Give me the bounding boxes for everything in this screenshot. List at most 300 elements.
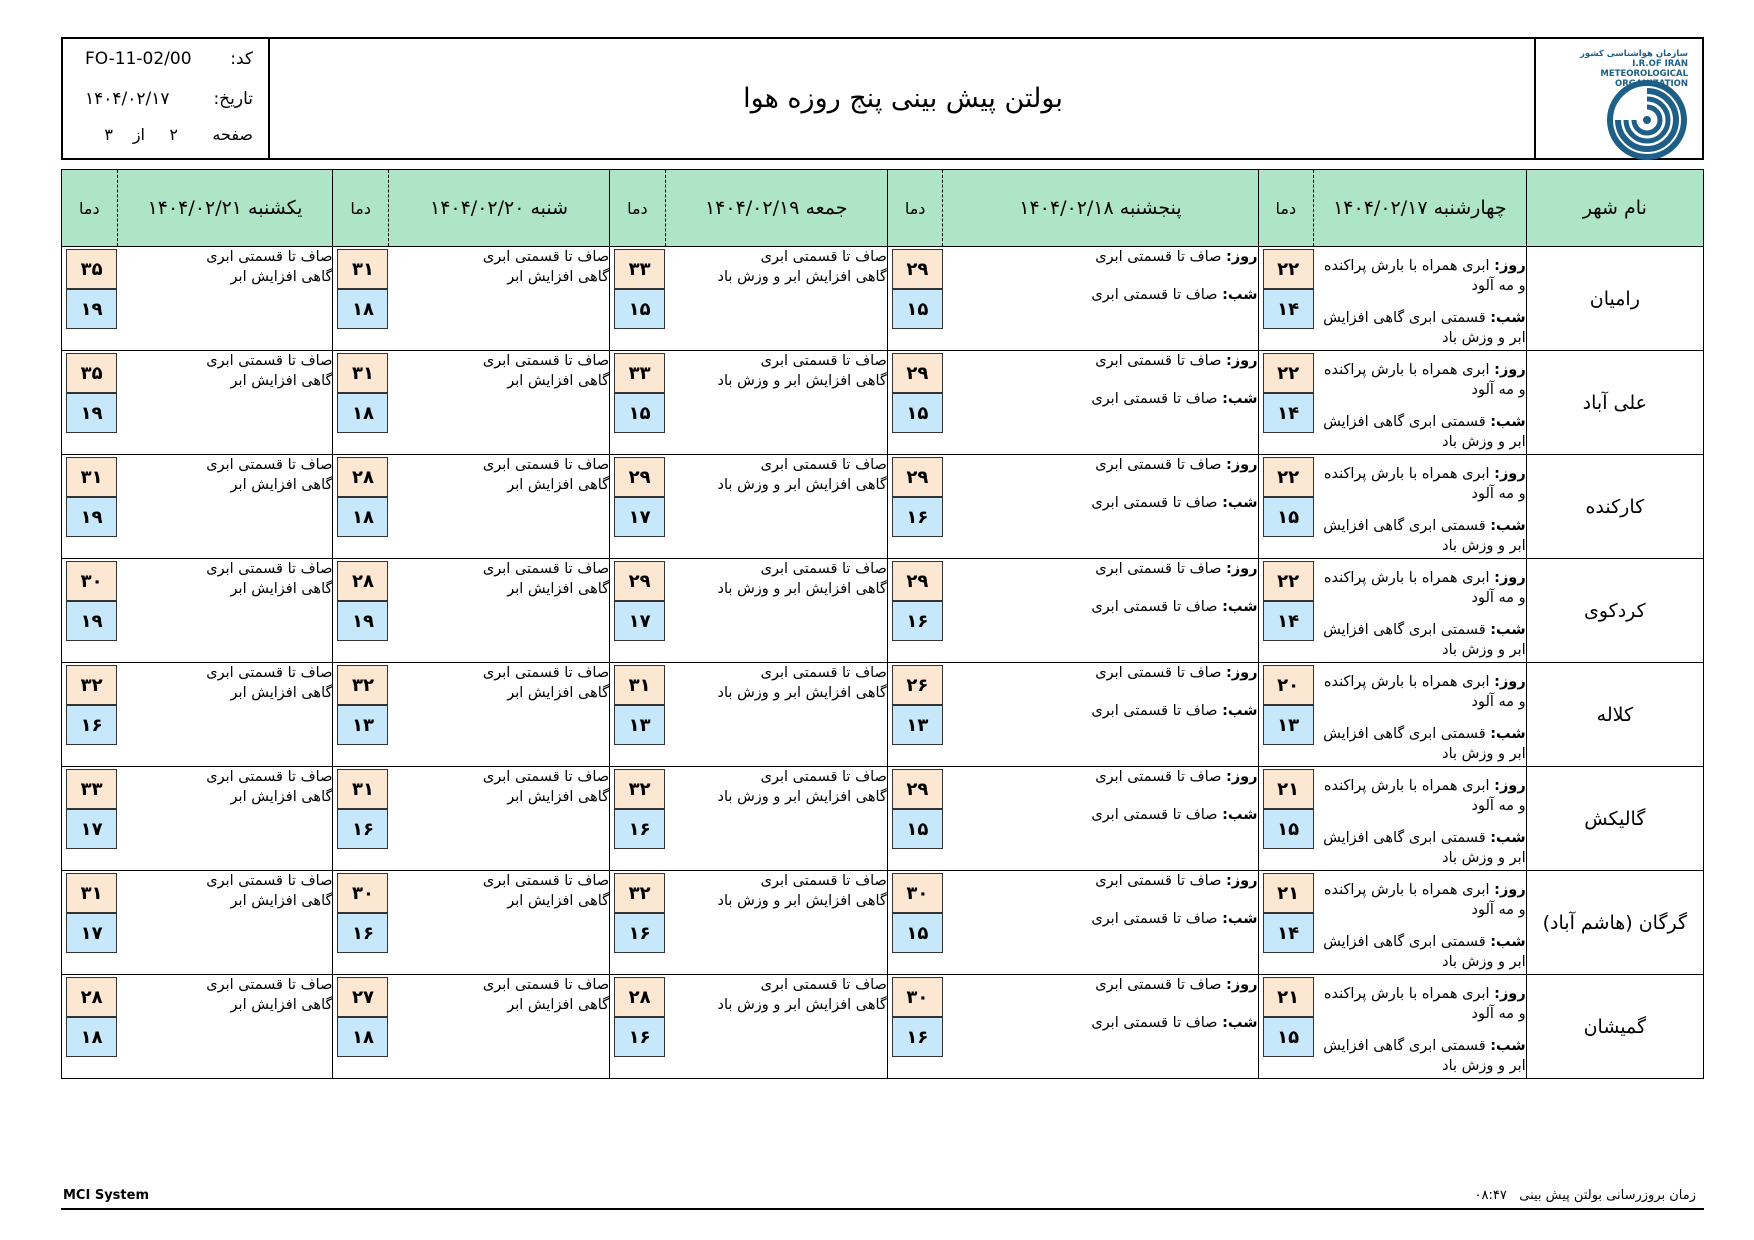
city-name: کارکنده: [1526, 455, 1703, 559]
night-label: شب:: [1222, 287, 1258, 303]
footer-divider: [61, 1208, 1704, 1210]
date-value: ۱۴۰۴/۰۲/۱۷: [85, 89, 170, 109]
max-temp: ۲۹: [892, 769, 943, 809]
page-title: بولتن پیش بینی پنج روزه هوا: [743, 83, 1063, 114]
max-temp: ۲۹: [892, 457, 943, 497]
page-total: ۳: [104, 125, 113, 144]
day-label: روز:: [1494, 570, 1526, 586]
forecast-cell: [388, 455, 609, 559]
night-label: شب:: [1490, 518, 1526, 534]
forecast-line: صاف تا قسمتی ابری: [760, 249, 887, 265]
day-forecast: ابری همراه با بارش پراکنده و مه آلود: [1323, 466, 1526, 502]
forecast-cell: [1314, 247, 1527, 351]
max-temp: ۳۳: [66, 769, 117, 809]
footer-update: [1475, 1188, 1696, 1203]
forecast-cell: [388, 559, 609, 663]
night-forecast: قسمتی ابری گاهی افزایش ابر و وزش باد: [1323, 310, 1526, 346]
max-temp: ۲۲: [1263, 561, 1314, 601]
day-column-header: چهارشنبه ۱۴۰۴/۰۲/۱۷: [1314, 170, 1527, 247]
night-label: شب:: [1490, 622, 1526, 638]
table-row: [62, 247, 1704, 351]
min-temp: ۱۶: [892, 497, 943, 537]
forecast-cell: [943, 455, 1258, 559]
min-temp: ۱۴: [1263, 601, 1314, 641]
min-temp: ۱۹: [337, 601, 388, 641]
min-temp: ۱۶: [614, 913, 665, 953]
temp-cell: [333, 767, 389, 871]
max-temp: ۳۱: [337, 769, 388, 809]
forecast-cell: [1314, 351, 1527, 455]
max-temp: ۲۱: [1263, 977, 1314, 1017]
city-name: گرگان (هاشم آباد): [1526, 871, 1703, 975]
forecast-line: گاهی افزایش ابر: [230, 997, 333, 1013]
temp-cell: [1258, 247, 1314, 351]
table-row: [62, 351, 1704, 455]
night-label: شب:: [1222, 807, 1258, 823]
temp-cell: [333, 871, 389, 975]
forecast-cell: [1314, 975, 1527, 1079]
night-label: شب:: [1490, 726, 1526, 742]
min-temp: ۱۳: [1263, 705, 1314, 745]
document-meta: [63, 39, 270, 158]
min-temp: ۱۹: [66, 601, 117, 641]
temp-cell: [1258, 871, 1314, 975]
forecast-line: گاهی افزایش ابر و وزش باد: [717, 269, 887, 285]
footer-system: MCI System: [63, 1188, 149, 1203]
night-label: شب:: [1490, 830, 1526, 846]
max-temp: ۲۹: [892, 353, 943, 393]
min-temp: ۱۴: [1263, 289, 1314, 329]
temp-cell: [333, 975, 389, 1079]
temp-cell: [887, 455, 943, 559]
max-temp: ۳۱: [337, 353, 388, 393]
temp-cell: [1258, 455, 1314, 559]
day-forecast: صاف تا قسمتی ابری: [1095, 249, 1222, 265]
forecast-line: صاف تا قسمتی ابری: [760, 873, 887, 889]
min-temp: ۱۸: [337, 497, 388, 537]
max-temp: ۲۷: [337, 977, 388, 1017]
day-forecast: صاف تا قسمتی ابری: [1095, 873, 1222, 889]
temp-cell: [62, 559, 118, 663]
forecast-cell: [943, 871, 1258, 975]
max-temp: ۳۲: [614, 769, 665, 809]
day-label: روز:: [1494, 258, 1526, 274]
forecast-line: گاهی افزایش ابر: [230, 685, 333, 701]
day-label: روز:: [1494, 674, 1526, 690]
night-label: شب:: [1222, 495, 1258, 511]
temp-cell: [1258, 975, 1314, 1079]
forecast-cell: [117, 975, 333, 1079]
min-temp: ۱۸: [337, 1017, 388, 1057]
min-temp: ۱۵: [1263, 497, 1314, 537]
forecast-cell: [943, 975, 1258, 1079]
temp-cell: [887, 871, 943, 975]
forecast-line: صاف تا قسمتی ابری: [206, 457, 333, 473]
day-label: روز:: [1226, 249, 1258, 265]
forecast-line: صاف تا قسمتی ابری: [482, 977, 610, 993]
page-label: صفحه: [212, 125, 253, 144]
min-temp: ۱۷: [66, 913, 117, 953]
min-temp: ۱۶: [892, 601, 943, 641]
forecast-cell: [1314, 559, 1527, 663]
night-forecast: قسمتی ابری گاهی افزایش ابر و وزش باد: [1323, 518, 1526, 554]
night-label: شب:: [1490, 934, 1526, 950]
table-row: [62, 975, 1704, 1079]
day-label: روز:: [1494, 778, 1526, 794]
max-temp: ۲۹: [892, 249, 943, 289]
min-temp: ۱۷: [614, 601, 665, 641]
night-forecast: قسمتی ابری گاهی افزایش ابر و وزش باد: [1323, 726, 1526, 762]
day-label: روز:: [1494, 466, 1526, 482]
city-name: کردکوی: [1526, 559, 1703, 663]
temp-cell: [610, 455, 666, 559]
min-temp: ۱۳: [337, 705, 388, 745]
forecast-cell: [117, 351, 333, 455]
forecast-line: گاهی افزایش ابر: [507, 373, 610, 389]
temp-cell: [62, 455, 118, 559]
forecast-line: گاهی افزایش ابر: [230, 269, 333, 285]
night-label: شب:: [1222, 911, 1258, 927]
forecast-cell: [388, 767, 609, 871]
min-temp: ۱۵: [892, 393, 943, 433]
max-temp: ۲۶: [892, 665, 943, 705]
day-label: روز:: [1494, 882, 1526, 898]
max-temp: ۳۱: [614, 665, 665, 705]
min-temp: ۱۵: [614, 289, 665, 329]
min-temp: ۱۶: [337, 913, 388, 953]
day-forecast: ابری همراه با بارش پراکنده و مه آلود: [1323, 986, 1526, 1022]
forecast-cell: [388, 247, 609, 351]
night-label: شب:: [1490, 310, 1526, 326]
bulletin-header: [61, 37, 1704, 160]
forecast-line: صاف تا قسمتی ابری: [206, 665, 333, 681]
forecast-cell: [388, 351, 609, 455]
forecast-line: گاهی افزایش ابر: [230, 789, 333, 805]
temp-cell: [62, 663, 118, 767]
day-forecast: صاف تا قسمتی ابری: [1095, 977, 1222, 993]
temp-cell: [333, 351, 389, 455]
night-forecast: صاف تا قسمتی ابری: [1091, 911, 1218, 927]
temp-column-header: دما: [887, 170, 943, 247]
max-temp: ۲۰: [1263, 665, 1314, 705]
max-temp: ۲۲: [1263, 249, 1314, 289]
day-forecast: صاف تا قسمتی ابری: [1095, 561, 1222, 577]
forecast-line: گاهی افزایش ابر: [507, 997, 610, 1013]
forecast-line: صاف تا قسمتی ابری: [760, 665, 887, 681]
forecast-cell: [665, 975, 887, 1079]
temp-cell: [1258, 559, 1314, 663]
temp-cell: [610, 663, 666, 767]
night-forecast: صاف تا قسمتی ابری: [1091, 287, 1218, 303]
max-temp: ۲۱: [1263, 769, 1314, 809]
night-forecast: صاف تا قسمتی ابری: [1091, 807, 1218, 823]
page-number: ۲: [169, 125, 178, 144]
code-label: کد:: [230, 49, 253, 69]
night-forecast: صاف تا قسمتی ابری: [1091, 599, 1218, 615]
max-temp: ۲۲: [1263, 353, 1314, 393]
night-forecast: قسمتی ابری گاهی افزایش ابر و وزش باد: [1323, 1038, 1526, 1074]
temp-cell: [62, 871, 118, 975]
forecast-line: صاف تا قسمتی ابری: [760, 353, 887, 369]
forecast-line: صاف تا قسمتی ابری: [760, 457, 887, 473]
forecast-table: [61, 169, 1704, 1079]
min-temp: ۱۶: [614, 809, 665, 849]
temp-cell: [333, 455, 389, 559]
night-forecast: صاف تا قسمتی ابری: [1091, 1015, 1218, 1031]
day-column-header: جمعه ۱۴۰۴/۰۲/۱۹: [665, 170, 887, 247]
date-label: تاریخ:: [213, 89, 253, 109]
forecast-line: گاهی افزایش ابر و وزش باد: [717, 581, 887, 597]
min-temp: ۱۳: [892, 705, 943, 745]
forecast-line: گاهی افزایش ابر و وزش باد: [717, 997, 887, 1013]
min-temp: ۱۸: [66, 1017, 117, 1057]
max-temp: ۳۳: [614, 249, 665, 289]
temp-cell: [887, 351, 943, 455]
min-temp: ۱۵: [1263, 1017, 1314, 1057]
forecast-line: گاهی افزایش ابر: [507, 893, 610, 909]
city-name: کلاله: [1526, 663, 1703, 767]
forecast-line: گاهی افزایش ابر و وزش باد: [717, 685, 887, 701]
night-label: شب:: [1222, 391, 1258, 407]
night-label: شب:: [1222, 1015, 1258, 1031]
forecast-line: صاف تا قسمتی ابری: [482, 353, 610, 369]
forecast-line: گاهی افزایش ابر و وزش باد: [717, 477, 887, 493]
forecast-line: صاف تا قسمتی ابری: [482, 249, 610, 265]
table-row: [62, 767, 1704, 871]
night-forecast: صاف تا قسمتی ابری: [1091, 391, 1218, 407]
temp-column-header: دما: [333, 170, 389, 247]
temp-cell: [62, 247, 118, 351]
night-label: شب:: [1222, 599, 1258, 615]
min-temp: ۱۵: [1263, 809, 1314, 849]
forecast-line: گاهی افزایش ابر: [230, 893, 333, 909]
min-temp: ۱۶: [337, 809, 388, 849]
forecast-line: صاف تا قسمتی ابری: [482, 457, 610, 473]
forecast-cell: [117, 767, 333, 871]
forecast-line: گاهی افزایش ابر: [230, 581, 333, 597]
min-temp: ۱۶: [892, 1017, 943, 1057]
max-temp: ۳۲: [614, 873, 665, 913]
spiral-logo-icon: [1606, 79, 1688, 161]
max-temp: ۲۲: [1263, 457, 1314, 497]
table-header-row: [62, 170, 1704, 247]
day-label: روز:: [1494, 362, 1526, 378]
temp-cell: [1258, 663, 1314, 767]
day-forecast: ابری همراه با بارش پراکنده و مه آلود: [1323, 362, 1526, 398]
max-temp: ۳۳: [614, 353, 665, 393]
night-forecast: صاف تا قسمتی ابری: [1091, 703, 1218, 719]
min-temp: ۱۶: [614, 1017, 665, 1057]
day-forecast: صاف تا قسمتی ابری: [1095, 457, 1222, 473]
temp-cell: [610, 767, 666, 871]
city-name: علی آباد: [1526, 351, 1703, 455]
forecast-line: گاهی افزایش ابر: [230, 373, 333, 389]
code-value: FO-11-02/00: [85, 49, 192, 69]
max-temp: ۳۱: [66, 873, 117, 913]
forecast-cell: [943, 351, 1258, 455]
city-name: رامیان: [1526, 247, 1703, 351]
forecast-line: صاف تا قسمتی ابری: [482, 769, 610, 785]
table-row: [62, 871, 1704, 975]
max-temp: ۳۰: [892, 873, 943, 913]
forecast-cell: [1314, 455, 1527, 559]
max-temp: ۳۱: [337, 249, 388, 289]
temp-cell: [333, 559, 389, 663]
forecast-cell: [943, 767, 1258, 871]
table-row: [62, 559, 1704, 663]
temp-cell: [887, 559, 943, 663]
city-column-header: نام شهر: [1526, 170, 1703, 247]
forecast-line: صاف تا قسمتی ابری: [206, 873, 333, 889]
forecast-line: گاهی افزایش ابر: [507, 685, 610, 701]
city-name: گمیشان: [1526, 975, 1703, 1079]
min-temp: ۱۹: [66, 497, 117, 537]
max-temp: ۳۲: [337, 665, 388, 705]
temp-cell: [62, 975, 118, 1079]
night-forecast: قسمتی ابری گاهی افزایش ابر و وزش باد: [1323, 622, 1526, 658]
min-temp: ۱۸: [337, 289, 388, 329]
forecast-line: صاف تا قسمتی ابری: [760, 769, 887, 785]
day-forecast: ابری همراه با بارش پراکنده و مه آلود: [1323, 570, 1526, 606]
forecast-cell: [388, 871, 609, 975]
min-temp: ۱۵: [892, 913, 943, 953]
min-temp: ۱۶: [66, 705, 117, 745]
forecast-cell: [117, 247, 333, 351]
day-column-header: پنجشنبه ۱۴۰۴/۰۲/۱۸: [943, 170, 1258, 247]
forecast-cell: [117, 559, 333, 663]
day-forecast: ابری همراه با بارش پراکنده و مه آلود: [1323, 778, 1526, 814]
min-temp: ۱۵: [614, 393, 665, 433]
day-label: روز:: [1226, 561, 1258, 577]
night-forecast: صاف تا قسمتی ابری: [1091, 495, 1218, 511]
temp-column-header: دما: [62, 170, 118, 247]
forecast-cell: [943, 559, 1258, 663]
day-label: روز:: [1226, 977, 1258, 993]
min-temp: ۱۳: [614, 705, 665, 745]
forecast-line: صاف تا قسمتی ابری: [482, 561, 610, 577]
forecast-cell: [1314, 871, 1527, 975]
max-temp: ۲۸: [337, 457, 388, 497]
max-temp: ۲۸: [66, 977, 117, 1017]
organization-logo: [1534, 39, 1702, 158]
max-temp: ۳۱: [66, 457, 117, 497]
city-name: گالیکش: [1526, 767, 1703, 871]
min-temp: ۱۷: [614, 497, 665, 537]
update-label: زمان بروزرسانی بولتن پیش بینی: [1519, 1188, 1696, 1203]
forecast-cell: [117, 663, 333, 767]
forecast-cell: [1314, 767, 1527, 871]
day-forecast: ابری همراه با بارش پراکنده و مه آلود: [1323, 674, 1526, 710]
night-forecast: قسمتی ابری گاهی افزایش ابر و وزش باد: [1323, 830, 1526, 866]
forecast-line: گاهی افزایش ابر: [507, 581, 610, 597]
min-temp: ۱۹: [66, 289, 117, 329]
forecast-line: صاف تا قسمتی ابری: [482, 665, 610, 681]
forecast-line: گاهی افزایش ابر: [507, 269, 610, 285]
min-temp: ۱۴: [1263, 913, 1314, 953]
forecast-line: صاف تا قسمتی ابری: [206, 249, 333, 265]
min-temp: ۱۵: [892, 809, 943, 849]
forecast-line: گاهی افزایش ابر و وزش باد: [717, 893, 887, 909]
max-temp: ۲۹: [614, 457, 665, 497]
forecast-cell: [665, 247, 887, 351]
day-label: روز:: [1226, 873, 1258, 889]
day-label: روز:: [1226, 769, 1258, 785]
temp-cell: [62, 351, 118, 455]
day-label: روز:: [1494, 986, 1526, 1002]
temp-column-header: دما: [1258, 170, 1314, 247]
update-time: ۰۸:۴۷: [1474, 1188, 1507, 1203]
temp-column-header: دما: [610, 170, 666, 247]
temp-cell: [887, 975, 943, 1079]
forecast-line: صاف تا قسمتی ابری: [206, 353, 333, 369]
temp-cell: [887, 767, 943, 871]
max-temp: ۳۰: [892, 977, 943, 1017]
forecast-cell: [665, 767, 887, 871]
night-forecast: قسمتی ابری گاهی افزایش ابر و وزش باد: [1323, 934, 1526, 970]
table-row: [62, 455, 1704, 559]
temp-cell: [610, 975, 666, 1079]
logo-line-fa: سازمان هواشناسی کشور: [1579, 49, 1688, 59]
max-temp: ۲۸: [614, 977, 665, 1017]
forecast-cell: [388, 663, 609, 767]
day-forecast: صاف تا قسمتی ابری: [1095, 353, 1222, 369]
max-temp: ۳۵: [66, 249, 117, 289]
forecast-line: گاهی افزایش ابر: [230, 477, 333, 493]
forecast-line: گاهی افزایش ابر و وزش باد: [717, 373, 887, 389]
forecast-line: صاف تا قسمتی ابری: [206, 769, 333, 785]
day-label: روز:: [1226, 353, 1258, 369]
temp-cell: [1258, 767, 1314, 871]
max-temp: ۳۵: [66, 353, 117, 393]
forecast-line: گاهی افزایش ابر و وزش باد: [717, 789, 887, 805]
forecast-cell: [117, 455, 333, 559]
temp-cell: [62, 767, 118, 871]
forecast-cell: [1314, 663, 1527, 767]
temp-cell: [1258, 351, 1314, 455]
min-temp: ۱۵: [892, 289, 943, 329]
forecast-line: گاهی افزایش ابر: [507, 789, 610, 805]
day-forecast: ابری همراه با بارش پراکنده و مه آلود: [1323, 258, 1526, 294]
day-column-header: یکشنبه ۱۴۰۴/۰۲/۲۱: [117, 170, 333, 247]
forecast-line: صاف تا قسمتی ابری: [206, 977, 333, 993]
temp-cell: [887, 247, 943, 351]
forecast-line: صاف تا قسمتی ابری: [760, 561, 887, 577]
temp-cell: [333, 663, 389, 767]
forecast-cell: [388, 975, 609, 1079]
temp-cell: [610, 871, 666, 975]
night-label: شب:: [1222, 703, 1258, 719]
max-temp: ۲۹: [614, 561, 665, 601]
max-temp: ۳۲: [66, 665, 117, 705]
night-forecast: قسمتی ابری گاهی افزایش ابر و وزش باد: [1323, 414, 1526, 450]
day-forecast: صاف تا قسمتی ابری: [1095, 665, 1222, 681]
day-label: روز:: [1226, 665, 1258, 681]
forecast-line: گاهی افزایش ابر: [507, 477, 610, 493]
logo-line-3: ORGANIZATION: [1615, 79, 1688, 89]
max-temp: ۳۰: [337, 873, 388, 913]
min-temp: ۱۴: [1263, 393, 1314, 433]
forecast-cell: [665, 663, 887, 767]
day-forecast: صاف تا قسمتی ابری: [1095, 769, 1222, 785]
day-label: روز:: [1226, 457, 1258, 473]
min-temp: ۱۷: [66, 809, 117, 849]
min-temp: ۱۹: [66, 393, 117, 433]
temp-cell: [610, 247, 666, 351]
max-temp: ۲۱: [1263, 873, 1314, 913]
day-forecast: ابری همراه با بارش پراکنده و مه آلود: [1323, 882, 1526, 918]
forecast-cell: [665, 871, 887, 975]
night-label: شب:: [1490, 414, 1526, 430]
